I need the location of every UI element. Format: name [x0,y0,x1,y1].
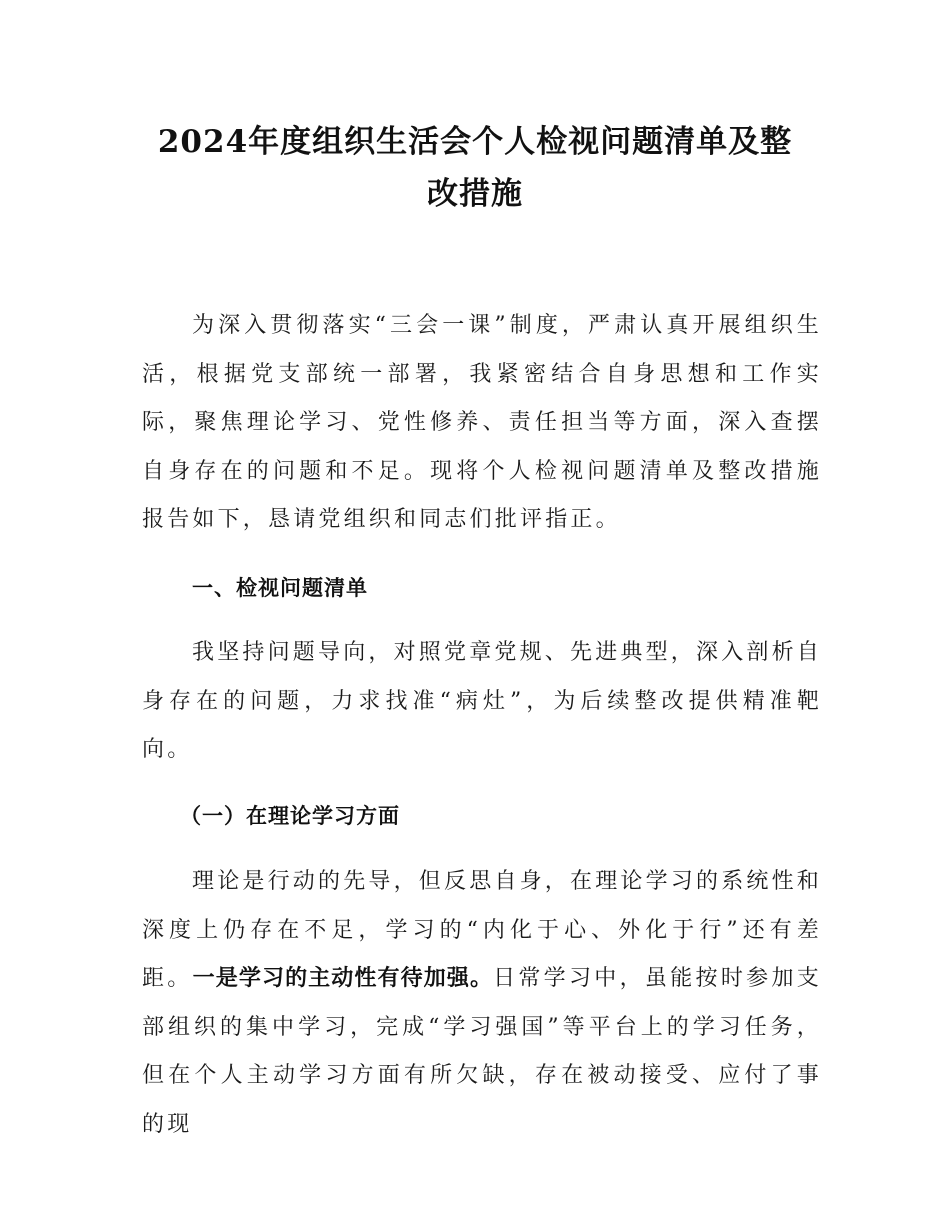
section1-block [142,629,822,775]
section1-paragraph: 我坚持问题导向，对照党章党规、先进典型，深入剖析自身存在的问题，力求找准“病灶”，为后续整改提供精准靶向。 [142,640,823,763]
point1-text: 日常学习中，虽能按时参加支部组织的集中学习，完成“学习强国”等平台上的学习任务，但在个人主动学习方面有所欠缺，存在被动接受、应付了事的现 [142,966,822,1137]
point1-lead: 一是学习的主动性有待加强。 [192,966,494,992]
title-line-1: 2024年度组织生活会个人检视问题清单及整 [157,124,793,160]
subsection1-paragraph [142,858,822,1150]
intro-paragraph: 为深入贯彻落实“三会一课”制度，严肃认真开展组织生活，根据党支部统一部署，我紧密结合自身思想和工作实际，聚焦理论学习、党性修养、责任担当等方面，深入查摆自身存在的问题和不足。现将个人检视问题清单及整改措施报告如下，恳请党组织和同志们批评指正。 [142,313,822,533]
intro-block [142,302,822,545]
subsection-heading-theory: （一）在理论学习方面 [180,804,400,828]
subsection1-text: 理论是行动的先导，但反思自身，在理论学习的系统性和深度上仍存在不足，学习的“内化于心、外化于行”还有差距。 [142,869,823,992]
document-title [130,116,820,220]
subsection1-block [142,858,822,1150]
title-line-2: 改措施 [427,176,523,212]
section-heading-problems: 一、检视问题清单 [192,576,368,600]
